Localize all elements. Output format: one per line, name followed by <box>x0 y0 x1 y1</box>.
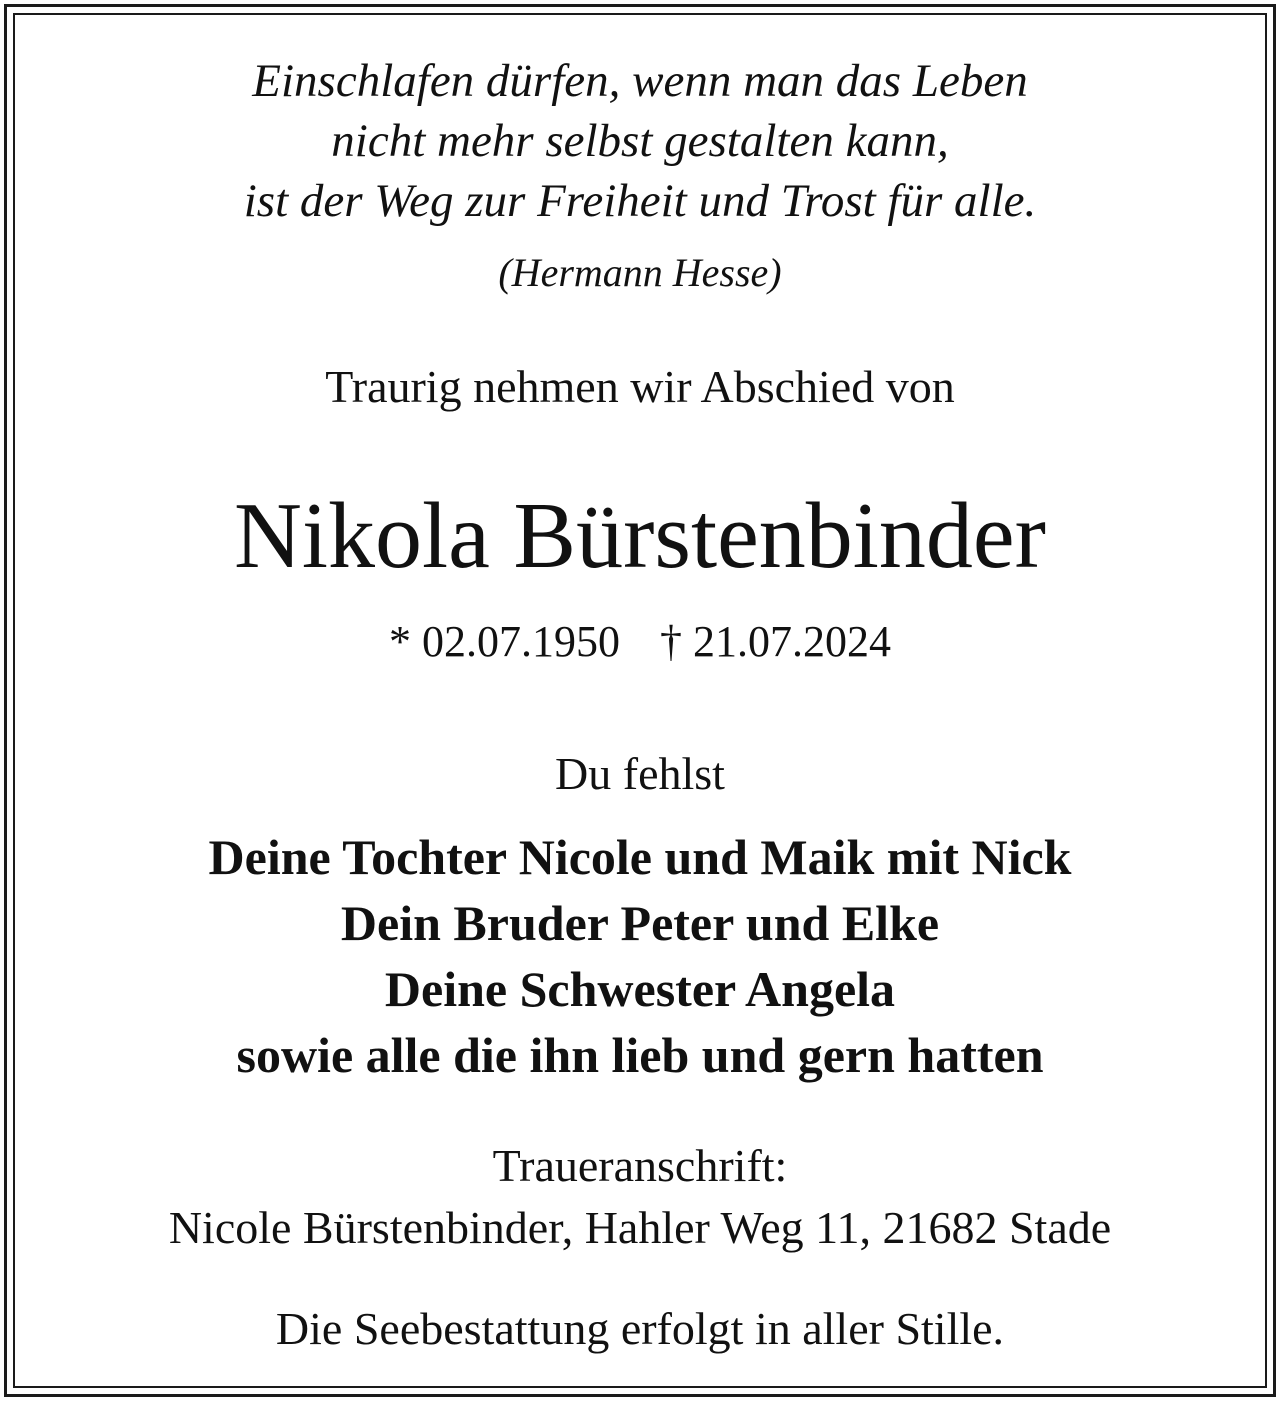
death-date: † 21.07.2024 <box>660 617 891 666</box>
address-text: Nicole Bürstenbinder, Hahler Weg 11, 21682 Stade <box>168 1202 1112 1253</box>
burial-note: Die Seebestattung erfolgt in aller Stille. <box>275 1303 1005 1354</box>
mourner-line-4: sowie alle die ihn lieb und gern hatten <box>236 1027 1044 1083</box>
mourner-line-2: Dein Bruder Peter und Elke <box>340 895 940 951</box>
quote-line-2: nicht mehr selbst gestalten kann, <box>331 115 949 167</box>
deceased-name: Nikola Bürstenbinder <box>234 484 1046 588</box>
quote-line-1: Einschlafen dürfen, wenn man das Leben <box>252 55 1028 107</box>
quote-line-3: ist der Weg zur Freiheit und Trost für alle. <box>243 175 1037 227</box>
mourner-line-1: Deine Tochter Nicole und Maik mit Nick <box>208 829 1072 885</box>
farewell-text: Du fehlst <box>555 748 725 799</box>
life-dates <box>0 617 1280 666</box>
birth-date: * 02.07.1950 <box>389 617 620 666</box>
intro-text: Traurig nehmen wir Abschied von <box>325 361 955 412</box>
mourner-line-3: Deine Schwester Angela <box>384 961 896 1017</box>
quote-author: (Hermann Hesse) <box>498 250 782 295</box>
address-label: Traueranschrift: <box>492 1140 788 1191</box>
